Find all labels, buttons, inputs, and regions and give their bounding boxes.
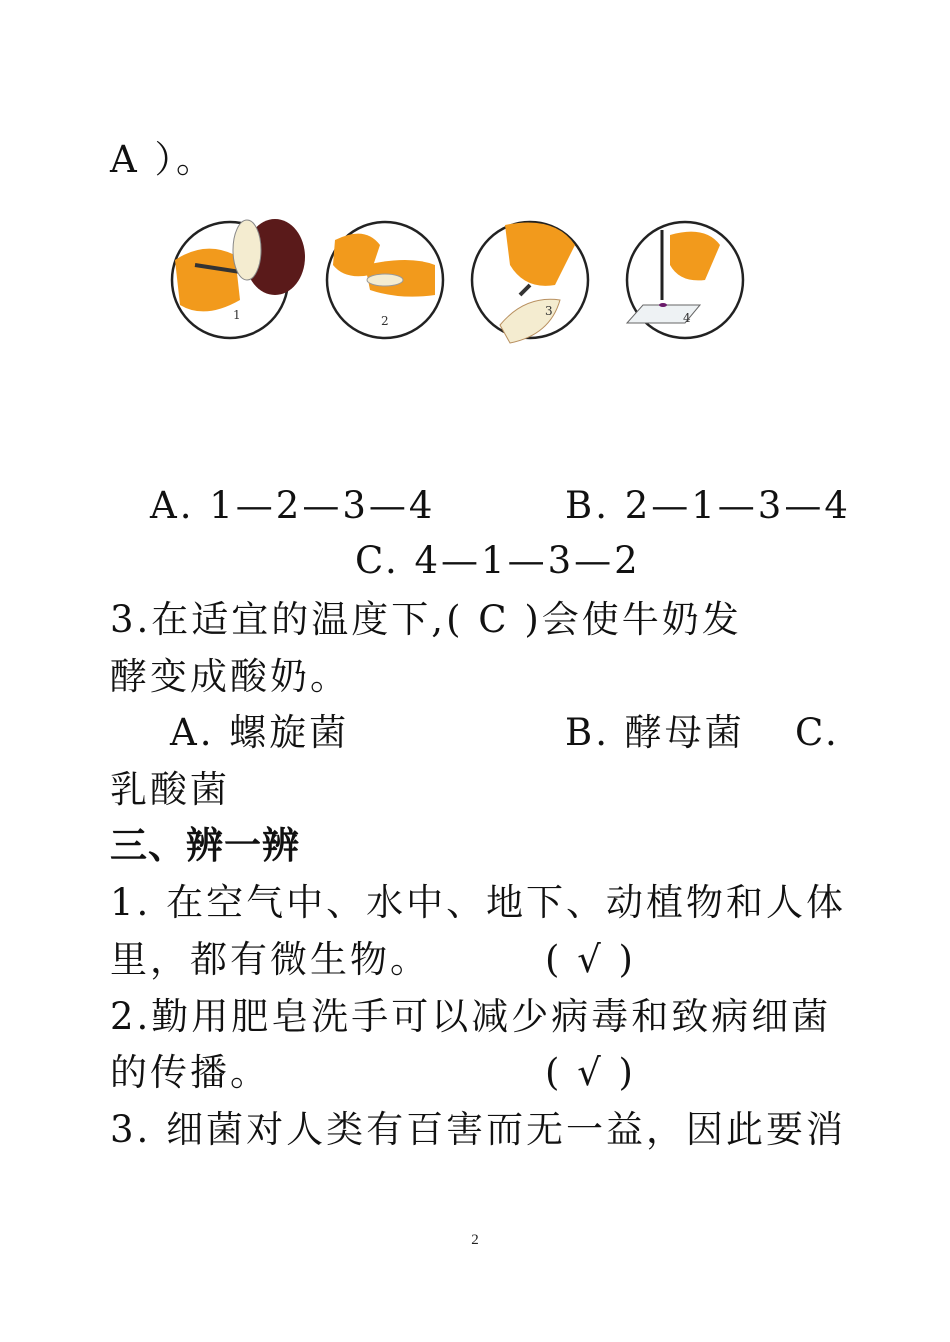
step-1-label: 1: [233, 308, 241, 322]
step-3-label: 3: [545, 304, 553, 318]
q3-option-a: A. 螺旋菌: [170, 711, 350, 754]
onion-slide-steps-figure: [165, 205, 755, 355]
judge-item-2-line2: 的传播。: [110, 1051, 270, 1094]
judge-item-1-line2: 里，都有微生物。: [110, 938, 430, 981]
q2-answer-tail: A ）。: [110, 138, 216, 181]
judge-item-1-line1: 1. 在空气中、水中、地下、动植物和人体: [110, 881, 847, 924]
section-heading: 三、辨一辨: [110, 824, 300, 867]
step-1-illustration: [172, 219, 305, 338]
step-2-illustration: [327, 222, 443, 338]
q2-option-b: B. 2—1—3—4: [565, 484, 851, 527]
judge-item-2-mark: ( √ ): [545, 1051, 636, 1094]
q3-option-c-text: 乳酸菌: [110, 768, 230, 811]
q3-option-c-prefix: C.: [795, 711, 840, 754]
page-number: 2: [471, 1232, 479, 1248]
step-4-label: 4: [683, 311, 691, 325]
q3-option-b: B. 酵母菌: [565, 711, 745, 754]
step-4-illustration: [627, 222, 743, 338]
judge-item-1-mark: ( √ ): [545, 938, 636, 981]
step-2-label: 2: [381, 314, 389, 328]
judge-item-2-line1: 2.勤用肥皂洗手可以减少病毒和致病细菌: [110, 995, 832, 1038]
q2-option-c: C. 4—1—3—2: [355, 539, 641, 582]
q3-question-line1: 3.在适宜的温度下,( C )会使牛奶发: [110, 598, 742, 641]
judge-item-3-line1: 3. 细菌对人类有百害而无一益，因此要消: [110, 1108, 847, 1151]
q3-question-line2: 酵变成酸奶。: [110, 655, 350, 698]
q2-option-a: A. 1—2—3—4: [150, 484, 436, 527]
step-3-illustration: [472, 222, 588, 343]
